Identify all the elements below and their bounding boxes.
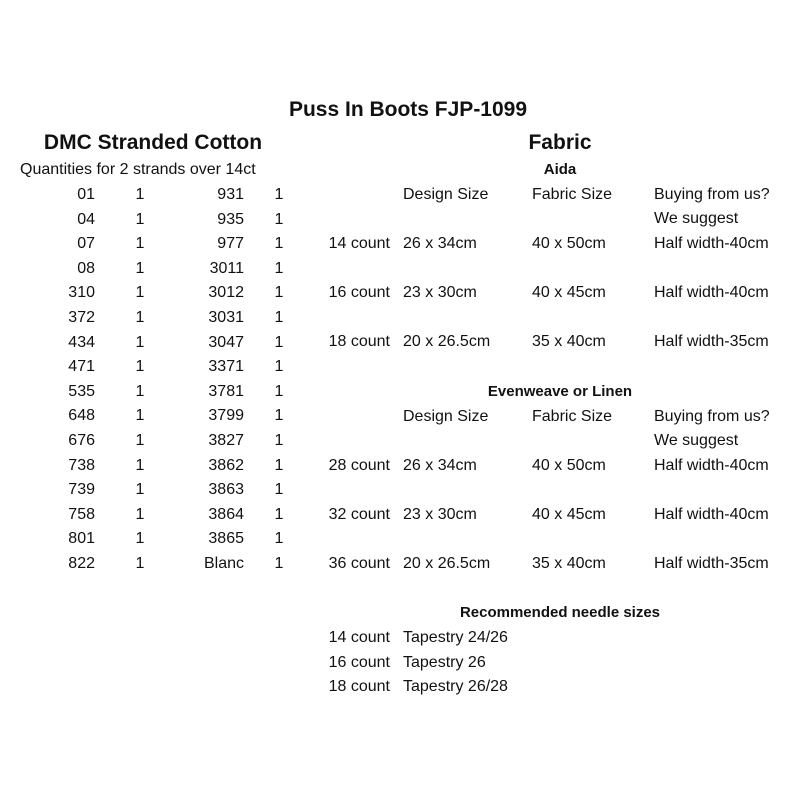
thread-code: 676: [68, 432, 95, 449]
needle-count: 14 count: [328, 629, 390, 646]
thread-qty: 1: [135, 407, 145, 424]
evenweave-col-fabric: Fabric Size: [532, 408, 613, 425]
thread-code: 738: [68, 457, 95, 474]
thread-code: 3781: [208, 383, 244, 400]
thread-code: 977: [217, 235, 244, 252]
thread-qty: 1: [274, 186, 284, 203]
thread-qty: 1: [274, 457, 284, 474]
fabric-count: 14 count: [328, 235, 390, 252]
evenweave-col-suggest: We suggest: [654, 432, 739, 449]
thread-code: 535: [68, 383, 95, 400]
aida-col-suggest: We suggest: [654, 210, 739, 227]
thread-qty: 1: [135, 358, 145, 375]
fabric-fabric-size: 40 x 50cm: [532, 235, 606, 252]
fabric-suggestion: Half width-35cm: [654, 555, 769, 572]
thread-qty: 1: [135, 334, 145, 351]
fabric-design-size: 20 x 26.5cm: [403, 555, 491, 572]
needles-heading: Recommended needle sizes: [459, 604, 661, 621]
thread-qty: 1: [135, 555, 145, 572]
thread-code: 310: [68, 284, 95, 301]
thread-qty: 1: [274, 211, 284, 228]
aida-col-design: Design Size: [403, 186, 489, 203]
thread-code: 3865: [208, 530, 244, 547]
thread-qty: 1: [274, 235, 284, 252]
evenweave-col-design: Design Size: [403, 408, 489, 425]
thread-code: 07: [77, 235, 95, 252]
thread-qty: 1: [135, 481, 145, 498]
thread-code: 01: [77, 186, 95, 203]
fabric-fabric-size: 40 x 50cm: [532, 457, 606, 474]
fabric-heading: Fabric: [528, 131, 592, 154]
thread-code: 3011: [209, 260, 244, 277]
fabric-suggestion: Half width-40cm: [654, 284, 769, 301]
thread-code: 434: [68, 334, 95, 351]
thread-qty: 1: [135, 284, 145, 301]
needle-size: Tapestry 26: [403, 654, 486, 671]
fabric-design-size: 20 x 26.5cm: [403, 333, 491, 350]
thread-code: 08: [77, 260, 95, 277]
thread-code: Blanc: [203, 555, 244, 572]
evenweave-col-buying: Buying from us?: [654, 408, 770, 425]
thread-qty: 1: [135, 457, 145, 474]
fabric-fabric-size: 35 x 40cm: [532, 555, 606, 572]
fabric-count: 36 count: [328, 555, 390, 572]
thread-qty: 1: [135, 506, 145, 523]
thread-code: 471: [68, 358, 95, 375]
thread-code: 931: [217, 186, 244, 203]
thread-qty: 1: [274, 284, 284, 301]
fabric-count: 16 count: [328, 284, 390, 301]
thread-code: 758: [68, 506, 95, 523]
thread-code: 3799: [208, 407, 244, 424]
aida-col-fabric: Fabric Size: [532, 186, 613, 203]
needle-size: Tapestry 26/28: [403, 678, 508, 695]
thread-code: 3371: [208, 358, 244, 375]
thread-qty: 1: [135, 530, 145, 547]
needle-count: 16 count: [328, 654, 390, 671]
fabric-count: 32 count: [328, 506, 390, 523]
needle-count: 18 count: [328, 678, 390, 695]
aida-col-buying: Buying from us?: [654, 186, 770, 203]
thread-qty: 1: [135, 309, 145, 326]
fabric-fabric-size: 40 x 45cm: [532, 506, 606, 523]
thread-qty: 1: [274, 309, 284, 326]
thread-qty: 1: [135, 260, 145, 277]
thread-qty: 1: [274, 481, 284, 498]
thread-qty: 1: [274, 506, 284, 523]
fabric-design-size: 26 x 34cm: [403, 457, 477, 474]
thread-code: 372: [68, 309, 95, 326]
fabric-fabric-size: 35 x 40cm: [532, 333, 606, 350]
thread-qty: 1: [135, 235, 145, 252]
evenweave-label: Evenweave or Linen: [487, 383, 633, 400]
thread-qty: 1: [135, 432, 145, 449]
aida-label: Aida: [543, 161, 577, 178]
thread-qty: 1: [135, 211, 145, 228]
thread-qty: 1: [274, 358, 284, 375]
needle-size: Tapestry 24/26: [403, 629, 508, 646]
thread-code: 3047: [208, 334, 244, 351]
thread-code: 3031: [208, 309, 244, 326]
fabric-design-size: 23 x 30cm: [403, 284, 477, 301]
thread-code: 3012: [208, 284, 244, 301]
page-title: Puss In Boots FJP-1099: [288, 98, 528, 121]
thread-qty: 1: [135, 383, 145, 400]
thread-qty: 1: [274, 407, 284, 424]
fabric-suggestion: Half width-40cm: [654, 506, 769, 523]
thread-qty: 1: [274, 555, 284, 572]
thread-code: 822: [68, 555, 95, 572]
fabric-count: 18 count: [328, 333, 390, 350]
quantities-note: Quantities for 2 strands over 14ct: [20, 161, 256, 178]
fabric-fabric-size: 40 x 45cm: [532, 284, 606, 301]
fabric-design-size: 23 x 30cm: [403, 506, 477, 523]
thread-code: 3862: [208, 457, 244, 474]
fabric-count: 28 count: [328, 457, 390, 474]
thread-qty: 1: [274, 334, 284, 351]
fabric-design-size: 26 x 34cm: [403, 235, 477, 252]
thread-code: 3863: [208, 481, 244, 498]
dmc-heading: DMC Stranded Cotton: [43, 131, 263, 154]
thread-code: 801: [68, 530, 95, 547]
fabric-suggestion: Half width-35cm: [654, 333, 769, 350]
fabric-suggestion: Half width-40cm: [654, 235, 769, 252]
thread-code: 648: [68, 407, 95, 424]
thread-qty: 1: [274, 260, 284, 277]
thread-qty: 1: [274, 432, 284, 449]
fabric-suggestion: Half width-40cm: [654, 457, 769, 474]
thread-qty: 1: [274, 530, 284, 547]
thread-code: 739: [68, 481, 95, 498]
thread-code: 3827: [208, 432, 244, 449]
thread-qty: 1: [135, 186, 145, 203]
thread-qty: 1: [274, 383, 284, 400]
thread-code: 935: [217, 211, 244, 228]
thread-code: 04: [77, 211, 95, 228]
thread-code: 3864: [208, 506, 244, 523]
